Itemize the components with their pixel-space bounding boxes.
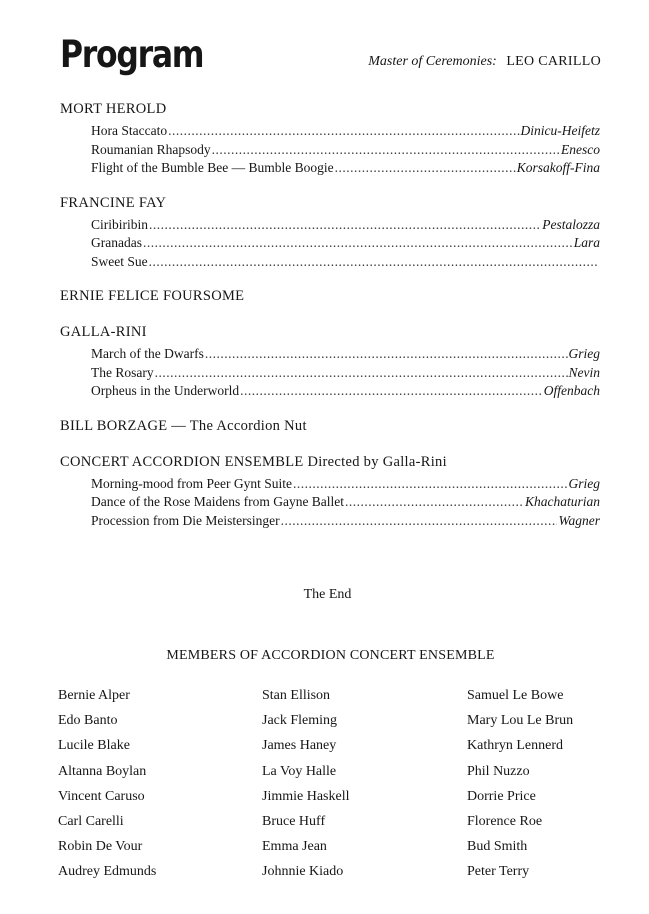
piece-row (91, 475, 600, 494)
performer-name: CONCERT ACCORDION ENSEMBLE Directed by Galla-Rini (60, 453, 447, 470)
program-section (60, 98, 600, 178)
piece-row (91, 141, 600, 160)
piece-row (91, 159, 600, 178)
program-section (60, 321, 600, 401)
piece-title: Roumanian Rhapsody (91, 141, 211, 157)
mc-name: LEO CARILLO (506, 54, 601, 69)
dot-leader (281, 512, 558, 531)
member-name: Vincent Caruso (58, 788, 145, 804)
member-name: Bernie Alper (58, 688, 130, 703)
member-name: Dorrie Price (467, 788, 536, 804)
member-column (262, 683, 350, 885)
dot-leader (149, 253, 599, 272)
dot-leader (240, 382, 543, 401)
piece-row (91, 216, 600, 235)
member-name: Peter Terry (467, 864, 530, 880)
member-name: Edo Banto (58, 713, 118, 729)
piece-list (60, 345, 600, 401)
performer-name: BILL BORZAGE — The Accordion Nut (60, 417, 307, 434)
piece-list (60, 216, 600, 272)
piece-composer: Offenbach (543, 383, 600, 398)
dot-leader (345, 493, 524, 512)
member-name: Jimmie Haskell (262, 788, 350, 804)
member-name: Jack Fleming (262, 713, 338, 729)
member-name: Bruce Huff (262, 814, 326, 830)
piece-composer: Dinicu-Heifetz (520, 123, 600, 138)
piece-row (91, 382, 600, 401)
program-section (60, 451, 600, 531)
member-name: Altanna Boylan (58, 763, 147, 779)
master-of-ceremonies (368, 54, 601, 70)
program-list (60, 98, 600, 544)
piece-row (91, 253, 600, 272)
member-column (467, 683, 573, 885)
piece-title: Procession from Die Meistersinger (91, 512, 280, 528)
members-list (0, 683, 649, 883)
dot-leader (335, 159, 516, 178)
member-name: Carl Carelli (58, 814, 124, 830)
piece-title: Sweet Sue (91, 253, 148, 269)
piece-title: March of the Dwarfs (91, 346, 204, 361)
piece-row (91, 122, 600, 141)
piece-title: Hora Staccato (91, 123, 168, 138)
member-name: Mary Lou Le Brun (467, 713, 574, 729)
member-name: Lucile Blake (58, 738, 130, 754)
program-section (60, 192, 600, 272)
members-heading (0, 648, 649, 664)
piece-title: Orpheus in the Underworld (91, 383, 240, 398)
member-name: Stan Ellison (262, 688, 331, 703)
dot-leader (205, 345, 568, 364)
piece-title: Flight of the Bumble Bee — Bumble Boogie (91, 160, 334, 175)
dot-leader (168, 122, 519, 141)
piece-title: Ciribiribin (91, 216, 148, 232)
piece-composer: Khachaturian (524, 494, 600, 509)
piece-composer: Nevin (568, 364, 600, 380)
member-name: Samuel Le Bowe (467, 688, 564, 703)
the-end-line (0, 587, 649, 603)
piece-composer: Grieg (568, 346, 600, 361)
piece-row (91, 493, 600, 512)
program-section (60, 285, 600, 307)
piece-list (60, 122, 600, 178)
performer-name: FRANCINE FAY (60, 194, 167, 211)
piece-row (91, 364, 600, 383)
the-end-text: The End (303, 587, 352, 602)
member-name: Bud Smith (467, 839, 528, 855)
dot-leader (212, 141, 560, 160)
member-name: La Voy Halle (262, 763, 337, 779)
piece-title: Morning-mood from Peer Gynt Suite (91, 475, 292, 491)
piece-composer: Grieg (568, 475, 600, 491)
piece-composer: Lara (573, 235, 600, 250)
member-name: Phil Nuzzo (467, 763, 530, 779)
piece-row (91, 512, 600, 531)
piece-row (91, 234, 600, 253)
piece-title: The Rosary (91, 364, 154, 380)
piece-title: Granadas (91, 235, 142, 250)
performer-name: ERNIE FELICE FOURSOME (60, 288, 245, 304)
dot-leader (155, 364, 568, 383)
performer-name: GALLA-RINI (60, 324, 147, 340)
dot-leader (293, 475, 568, 494)
mc-label: Master of Ceremonies: (368, 54, 497, 69)
member-column (58, 683, 156, 885)
member-name: Emma Jean (262, 839, 327, 855)
program-section (60, 415, 600, 437)
member-name: Robin De Vour (58, 839, 143, 855)
members-heading-text: MEMBERS OF ACCORDION CONCERT ENSEMBLE (166, 648, 495, 663)
piece-composer: Wagner (558, 512, 600, 528)
page-title: Program (60, 33, 204, 76)
dot-leader (143, 234, 573, 253)
member-name: Kathryn Lennerd (467, 738, 564, 754)
performer-name: MORT HEROLD (60, 101, 167, 117)
dot-leader (149, 216, 541, 235)
piece-composer: Korsakoff-Fina (516, 160, 600, 175)
piece-row (91, 345, 600, 364)
member-name: Florence Roe (467, 814, 543, 830)
piece-composer: Pestalozza (542, 216, 600, 232)
piece-title: Dance of the Rose Maidens from Gayne Ballet (91, 494, 345, 509)
piece-list (60, 475, 600, 531)
piece-composer: Enesco (561, 141, 600, 157)
member-name: Audrey Edmunds (58, 864, 157, 880)
member-name: James Haney (262, 738, 337, 754)
member-name: Johnnie Kiado (262, 864, 344, 880)
